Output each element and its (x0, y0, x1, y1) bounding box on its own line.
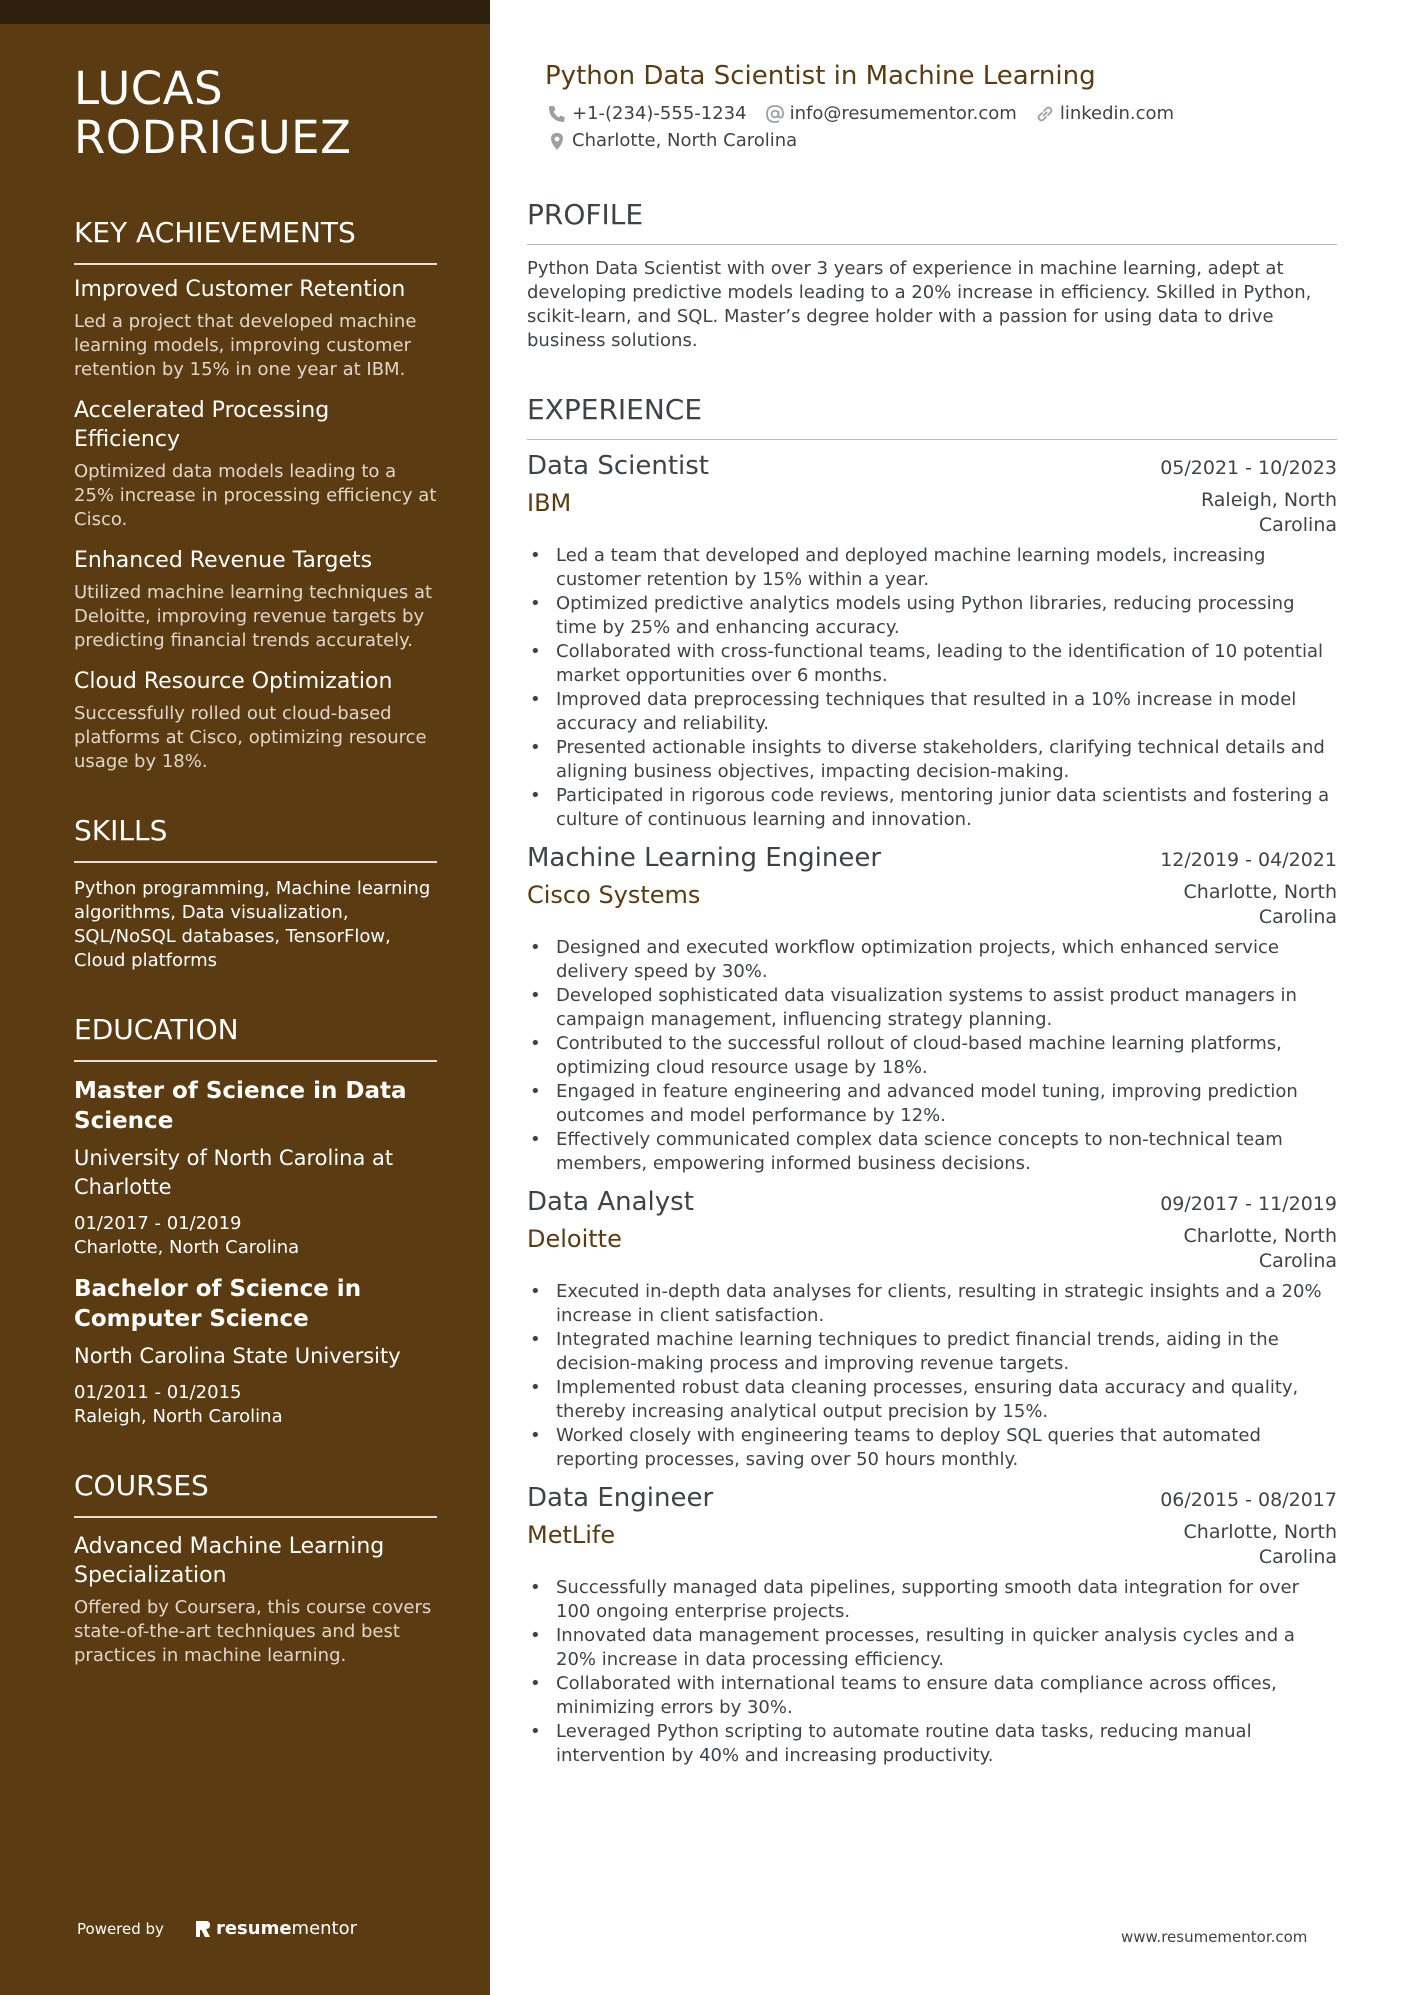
location-pin-icon (547, 131, 567, 151)
bullet-item: • Designed and executed workflow optimization projects, which enhanced service delivery speed by 30%. (527, 936, 1337, 984)
course-text: Offered by Coursera, this course covers state-of-the-art techniques and best practices in machine learning. (74, 1597, 432, 1666)
name-line-2: RODRIGUEZ (74, 111, 352, 164)
bullet-item: • Successfully managed data pipelines, supporting smooth data integration for over 100 ongoing enterprise projects. (527, 1576, 1337, 1624)
sidebar (0, 0, 490, 1995)
achievement-item (74, 667, 437, 774)
job-role: Data Scientist (527, 451, 709, 481)
experience-header (527, 450, 1337, 482)
name-line-1: LUCAS (74, 62, 224, 115)
education-meta (74, 1381, 437, 1429)
education-location: Charlotte, North Carolina (74, 1237, 300, 1258)
bullet-item: • Effectively communicated complex data science concepts to non-technical team members, empowering informed business decisions. (527, 1128, 1337, 1176)
experience-header (527, 842, 1337, 874)
bullet-item: • Integrated machine learning techniques to predict financial trends, aiding in the decision-making process and improving revenue targets. (527, 1328, 1337, 1376)
job-dates: 09/2017 - 11/2019 (1160, 1193, 1337, 1215)
profile-heading: PROFILE (527, 198, 1337, 245)
experience-subheader (527, 1224, 1337, 1274)
job-dates: 06/2015 - 08/2017 (1160, 1489, 1337, 1511)
location-text: Charlotte, North Carolina (572, 130, 798, 151)
experience-heading: EXPERIENCE (527, 393, 1337, 440)
course-title: Advanced Machine Learning Specialization (74, 1534, 385, 1588)
contact-location (547, 129, 797, 153)
achievement-item (74, 546, 437, 653)
bullet-item: • Participated in rigorous code reviews, mentoring junior data scientists and fostering a culture of continuous learning and innovation. (527, 784, 1337, 832)
bullet-item: • Contributed to the successful rollout of cloud-based machine learning platforms, optimizing cloud resource usage by 18%. (527, 1032, 1337, 1080)
experience-subheader (527, 1520, 1337, 1570)
company-name: MetLife (527, 1521, 616, 1549)
bullet-item: • Presented actionable insights to diverse stakeholders, clarifying technical details and aligning business objectives, impacting decision-making. (527, 736, 1337, 784)
achievement-text: Utilized machine learning techniques at Deloitte, improving revenue targets by predicting financial trends accurately. (74, 582, 433, 651)
job-role: Data Analyst (527, 1187, 694, 1217)
experience-item (527, 450, 1337, 832)
linkedin-text: linkedin.com (1059, 103, 1175, 124)
bullet-item: • Worked closely with engineering teams to deploy SQL queries that automated reporting processes, saving over 50 hours monthly. (527, 1424, 1337, 1472)
brand-resume: resume (215, 1918, 292, 1939)
experience-item (527, 842, 1337, 1176)
bullet-item: • Leveraged Python scripting to automate routine data tasks, reducing manual intervention by 40% and increasing productivity. (527, 1720, 1337, 1768)
education-meta (74, 1212, 437, 1260)
powered-by-label: Powered by (77, 1919, 164, 1938)
job-role: Data Engineer (527, 1483, 714, 1513)
company-name: Deloitte (527, 1225, 622, 1253)
education-dates: 01/2011 - 01/2015 (74, 1382, 242, 1403)
company-name: Cisco Systems (527, 881, 701, 909)
education-item (74, 1274, 437, 1429)
job-location: Charlotte, North Carolina (1183, 881, 1337, 928)
job-location: Raleigh, North Carolina (1201, 489, 1337, 536)
achievement-title: Enhanced Revenue Targets (74, 548, 373, 573)
contact-info (547, 102, 1337, 156)
achievement-item (74, 275, 437, 382)
achievements-section (74, 216, 437, 774)
achievements-heading: KEY ACHIEVEMENTS (74, 216, 437, 265)
experience-subheader (527, 488, 1337, 538)
job-location: Charlotte, North Carolina (1183, 1521, 1337, 1568)
education-section (74, 1013, 437, 1429)
at-sign-icon (765, 104, 785, 124)
bullet-item: • Engaged in feature engineering and advanced model tuning, improving prediction outcomes and model performance by 12%. (527, 1080, 1337, 1128)
bullet-item: • Developed sophisticated data visualization systems to assist product managers in campaign management, influencing strategy planning. (527, 984, 1337, 1032)
bullet-item: • Executed in-depth data analyses for clients, resulting in strategic insights and a 20% increase in client satisfaction. (527, 1280, 1337, 1328)
experience-item (527, 1482, 1337, 1768)
phone-text: +1-(234)-555-1234 (572, 103, 747, 124)
degree: Master of Science in Data Science (74, 1078, 407, 1134)
job-role: Machine Learning Engineer (527, 843, 882, 873)
skills-section (74, 814, 437, 973)
achievement-text: Led a project that developed machine learning models, improving customer retention by 15% in one year at IBM. (74, 311, 417, 380)
job-bullets (527, 544, 1337, 832)
school: North Carolina State University (74, 1344, 401, 1368)
job-location: Charlotte, North Carolina (1183, 1225, 1337, 1272)
contact-linkedin[interactable] (1035, 102, 1174, 126)
job-dates: 05/2021 - 10/2023 (1160, 457, 1337, 479)
bullet-item: • Collaborated with international teams to ensure data compliance across offices, minimizing errors by 30%. (527, 1672, 1337, 1720)
job-dates: 12/2019 - 04/2021 (1160, 849, 1337, 871)
experience-subheader (527, 880, 1337, 930)
bullet-item: • Collaborated with cross-functional teams, leading to the identification of 10 potential market opportunities over 6 months. (527, 640, 1337, 688)
phone-icon (547, 104, 567, 124)
courses-section (74, 1469, 437, 1668)
experience-item (527, 1186, 1337, 1472)
profile-section (527, 198, 1337, 353)
experience-header (527, 1482, 1337, 1514)
contact-email[interactable] (765, 102, 1017, 126)
education-heading: EDUCATION (74, 1013, 437, 1062)
footer-website-link[interactable]: www.resumementor.com (1121, 1928, 1308, 1946)
skills-text: Python programming, Machine learning algorithms, Data visualization, SQL/NoSQL databases, TensorFlow, Cloud platforms (74, 878, 431, 971)
achievement-text: Optimized data models leading to a 25% increase in processing efficiency at Cisco. (74, 461, 437, 530)
bullet-item: • Implemented robust data cleaning processes, ensuring data accuracy and quality, thereby increasing analytical output precision by 15%. (527, 1376, 1337, 1424)
job-bullets (527, 1280, 1337, 1472)
candidate-name (74, 64, 437, 162)
resumementor-logo-icon (194, 1919, 212, 1939)
achievement-title: Accelerated Processing Efficiency (74, 398, 330, 452)
job-bullets (527, 1576, 1337, 1768)
courses-heading: COURSES (74, 1469, 437, 1518)
job-bullets (527, 936, 1337, 1176)
skills-heading: SKILLS (74, 814, 437, 863)
brand-mentor: mentor (291, 1918, 358, 1939)
experience-section (527, 393, 1337, 1768)
school: University of North Carolina at Charlotte (74, 1146, 394, 1199)
company-name: IBM (527, 489, 572, 517)
achievement-title: Cloud Resource Optimization (74, 669, 393, 694)
bullet-item: • Led a team that developed and deployed machine learning models, increasing customer retention by 15% within a year. (527, 544, 1337, 592)
sidebar-content (74, 64, 437, 1668)
contact-phone[interactable] (547, 102, 747, 126)
degree: Bachelor of Science in Computer Science (74, 1276, 362, 1332)
link-icon (1035, 104, 1055, 124)
headline-title: Python Data Scientist in Machine Learning (545, 61, 1096, 91)
powered-by (77, 1918, 357, 1939)
experience-header (527, 1186, 1337, 1218)
achievement-title: Improved Customer Retention (74, 277, 406, 302)
email-text: info@resumementor.com (789, 103, 1017, 124)
achievement-item (74, 396, 437, 532)
profile-text: Python Data Scientist with over 3 years of experience in machine learning, adept at developing predictive models leading to a 20% increase in efficiency. Skilled in Python, scikit-learn, and SQL. Master’s degree holder with a passion for using data to drive business solutions. (527, 258, 1312, 351)
main-content (527, 60, 1337, 1768)
bullet-item: • Optimized predictive analytics models using Python libraries, reducing processing time by 25% and enhancing accuracy. (527, 592, 1337, 640)
education-dates: 01/2017 - 01/2019 (74, 1213, 242, 1234)
education-location: Raleigh, North Carolina (74, 1406, 283, 1427)
education-item (74, 1076, 437, 1260)
bullet-item: • Improved data preprocessing techniques that resulted in a 10% increase in model accuracy and reliability. (527, 688, 1337, 736)
brand-logo[interactable] (194, 1918, 357, 1939)
bullet-item: • Innovated data management processes, resulting in quicker analysis cycles and a 20% increase in data processing efficiency. (527, 1624, 1337, 1672)
sidebar-top-bar (0, 0, 490, 24)
achievement-text: Successfully rolled out cloud-based platforms at Cisco, optimizing resource usage by 18%. (74, 703, 427, 772)
